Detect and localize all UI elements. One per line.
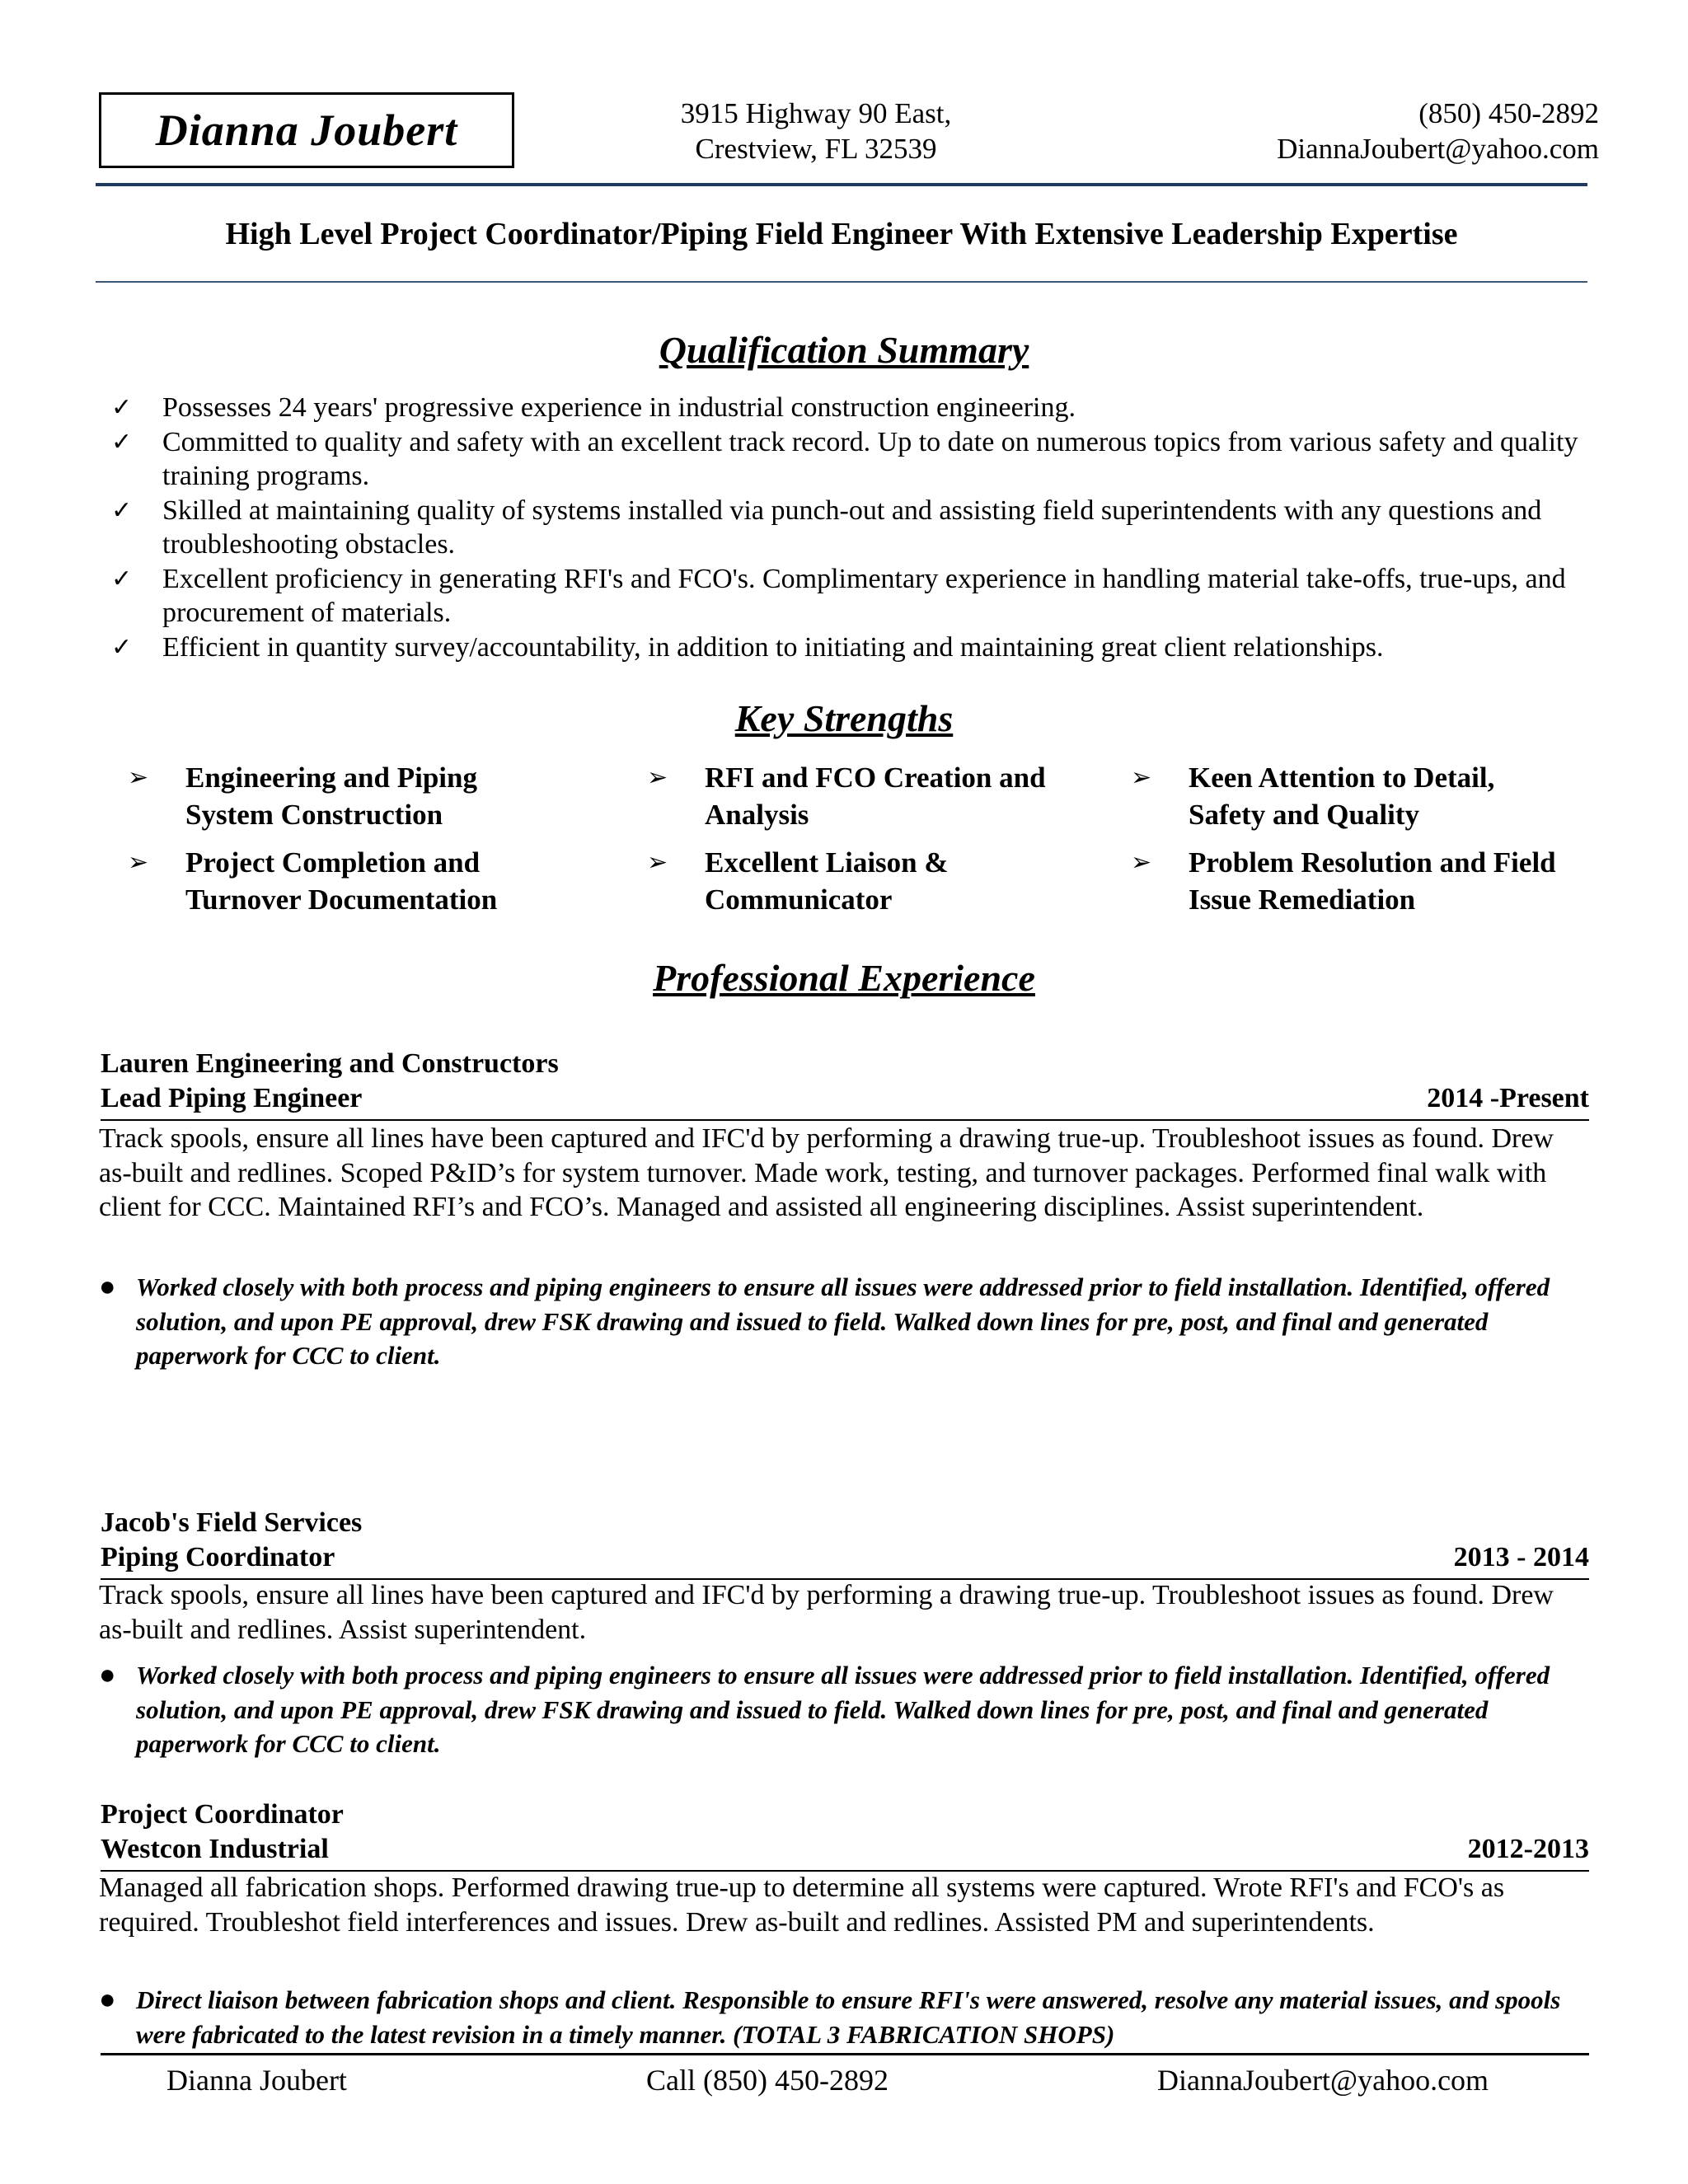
job-description: Track spools, ensure all lines have been captured and IFC'd by performing a drawing true-up. Troubleshoot issues as found. Drew as-built and redlines. Assist superintendent. <box>99 1580 1554 1645</box>
job-title-row <box>101 1083 1589 1114</box>
job-dates: 2013 - 2014 <box>1453 1542 1589 1572</box>
checkmark-icon: ✓ <box>111 564 133 593</box>
key-strengths-title: Key Strengths <box>734 697 954 739</box>
job-title: Piping Coordinator <box>101 1542 335 1572</box>
email: DiannaJoubert@yahoo.com <box>1277 133 1599 165</box>
arrow-bullet-icon: ➢ <box>1131 848 1152 877</box>
bullet-dot-icon: ● <box>99 1272 116 1302</box>
strength-item: ➢ RFI and FCO Creation and Analysis <box>705 759 1059 833</box>
qualification-list <box>111 391 1603 664</box>
phone: (850) 450-2892 <box>1418 97 1599 129</box>
checkmark-icon: ✓ <box>111 632 133 662</box>
contact-block <box>1220 96 1599 166</box>
arrow-bullet-icon: ➢ <box>128 763 149 792</box>
checkmark-icon: ✓ <box>111 393 133 422</box>
strength-item: ➢ Excellent Liaison & Communicator <box>705 844 1059 918</box>
arrow-bullet-icon: ➢ <box>647 848 668 877</box>
qualification-summary-title: Qualification Summary <box>659 329 1029 371</box>
footer-rule <box>101 2053 1589 2055</box>
headline: High Level Project Coordinator/Piping Field Engineer With Extensive Leadership Expertise <box>225 217 1458 251</box>
job-title-row <box>101 1834 1589 1865</box>
arrow-bullet-icon: ➢ <box>1131 763 1152 792</box>
job-company: Project Coordinator <box>101 1799 344 1830</box>
bullet-dot-icon: ● <box>99 1985 116 2015</box>
job-title-row <box>101 1542 1589 1573</box>
qualification-item: ✓ Possesses 24 years' progressive experience in industrial construction engineering. <box>111 391 1603 425</box>
job-title: Lead Piping Engineer <box>101 1083 363 1113</box>
footer-phone: Call (850) 450-2892 <box>646 2064 889 2097</box>
job-description: Track spools, ensure all lines have been captured and IFC'd by performing a drawing true-up. Troubleshoot issues as found. Drew as-built and redlines. Scoped P&ID’s for system turnover. Made work, testing, and turnover packages. Performed final walk with client for CCC. Maintained RFI’s and FCO’s. Managed and assisted all engineering disciplines. Assist superintendent. <box>99 1123 1554 1222</box>
job-company: Jacob's Field Services <box>101 1507 363 1538</box>
headline-divider <box>96 281 1587 283</box>
job-title: Westcon Industrial <box>101 1834 329 1864</box>
checkmark-icon: ✓ <box>111 427 133 457</box>
candidate-name: Dianna Joubert <box>155 105 458 155</box>
footer-name: Dianna Joubert <box>166 2064 347 2097</box>
header-divider <box>96 183 1587 186</box>
address-line-2: Crestview, FL 32539 <box>695 133 937 165</box>
job-bullet: ● Worked closely with both process and piping engineers to ensure all issues were addressed prior to field installation. Identified, offered solution, and upon PE approval, drew FSK drawing and issued to field. Walked down lines for pre, post, and final and generated paperwork for CCC to client. <box>99 1272 1550 1370</box>
checkmark-icon: ✓ <box>111 495 133 525</box>
bullet-dot-icon: ● <box>99 1660 116 1690</box>
strength-item: ➢ Problem Resolution and Field Issue Remediation <box>1189 844 1576 918</box>
job-rule <box>101 1119 1589 1121</box>
job-bullet: ● Direct liaison between fabrication shops and client. Responsible to ensure RFI's were answered, resolve any material issues, and spools were fabricated to the latest revision in a timely manner. (TOTAL 3 FABRICATION SHOPS) <box>99 1985 1561 2049</box>
arrow-bullet-icon: ➢ <box>647 763 668 792</box>
arrow-bullet-icon: ➢ <box>128 848 149 877</box>
job-description: Managed all fabrication shops. Performed drawing true-up to determine all systems were captured. Wrote RFI's and FCO's as required. Troubleshot field interferences and issues. Drew as-built and redlines. Assisted PM and superintendents. <box>99 1872 1505 1938</box>
strength-item: ➢ Engineering and Piping System Construction <box>185 759 540 833</box>
job-company: Lauren Engineering and Constructors <box>101 1048 559 1079</box>
strength-item: ➢ Project Completion and Turnover Documentation <box>185 844 540 918</box>
qualification-item: ✓ Committed to quality and safety with an excellent track record. Up to date on numerous topics from various safety and quality training programs. <box>111 426 1578 491</box>
qualification-item: ✓ Skilled at maintaining quality of systems installed via punch-out and assisting field superintendents with any questions and troubleshooting obstacles. <box>111 494 1542 560</box>
strength-item: ➢ Keen Attention to Detail, Safety and Quality <box>1189 759 1576 833</box>
address-block <box>626 96 1006 166</box>
footer-email: DiannaJoubert@yahoo.com <box>1157 2064 1489 2097</box>
job-dates: 2014 -Present <box>1427 1083 1589 1113</box>
address-line-1: 3915 Highway 90 East, <box>680 97 952 129</box>
job-dates: 2012-2013 <box>1467 1834 1589 1864</box>
qualification-item: ✓ Efficient in quantity survey/accountability, in addition to initiating and maintaining great client relationships. <box>111 630 1603 665</box>
professional-experience-title: Professional Experience <box>653 957 1035 999</box>
qualification-item: ✓ Excellent proficiency in generating RFI's and FCO's. Complimentary experience in handling material take-offs, true-ups, and procurement of materials. <box>111 563 1566 628</box>
name-box <box>99 92 514 168</box>
job-bullet: ● Worked closely with both process and piping engineers to ensure all issues were addressed prior to field installation. Identified, offered solution, and upon PE approval, drew FSK drawing and issued to field. Walked down lines for pre, post, and final and generated paperwork for CCC to client. <box>99 1660 1550 1758</box>
